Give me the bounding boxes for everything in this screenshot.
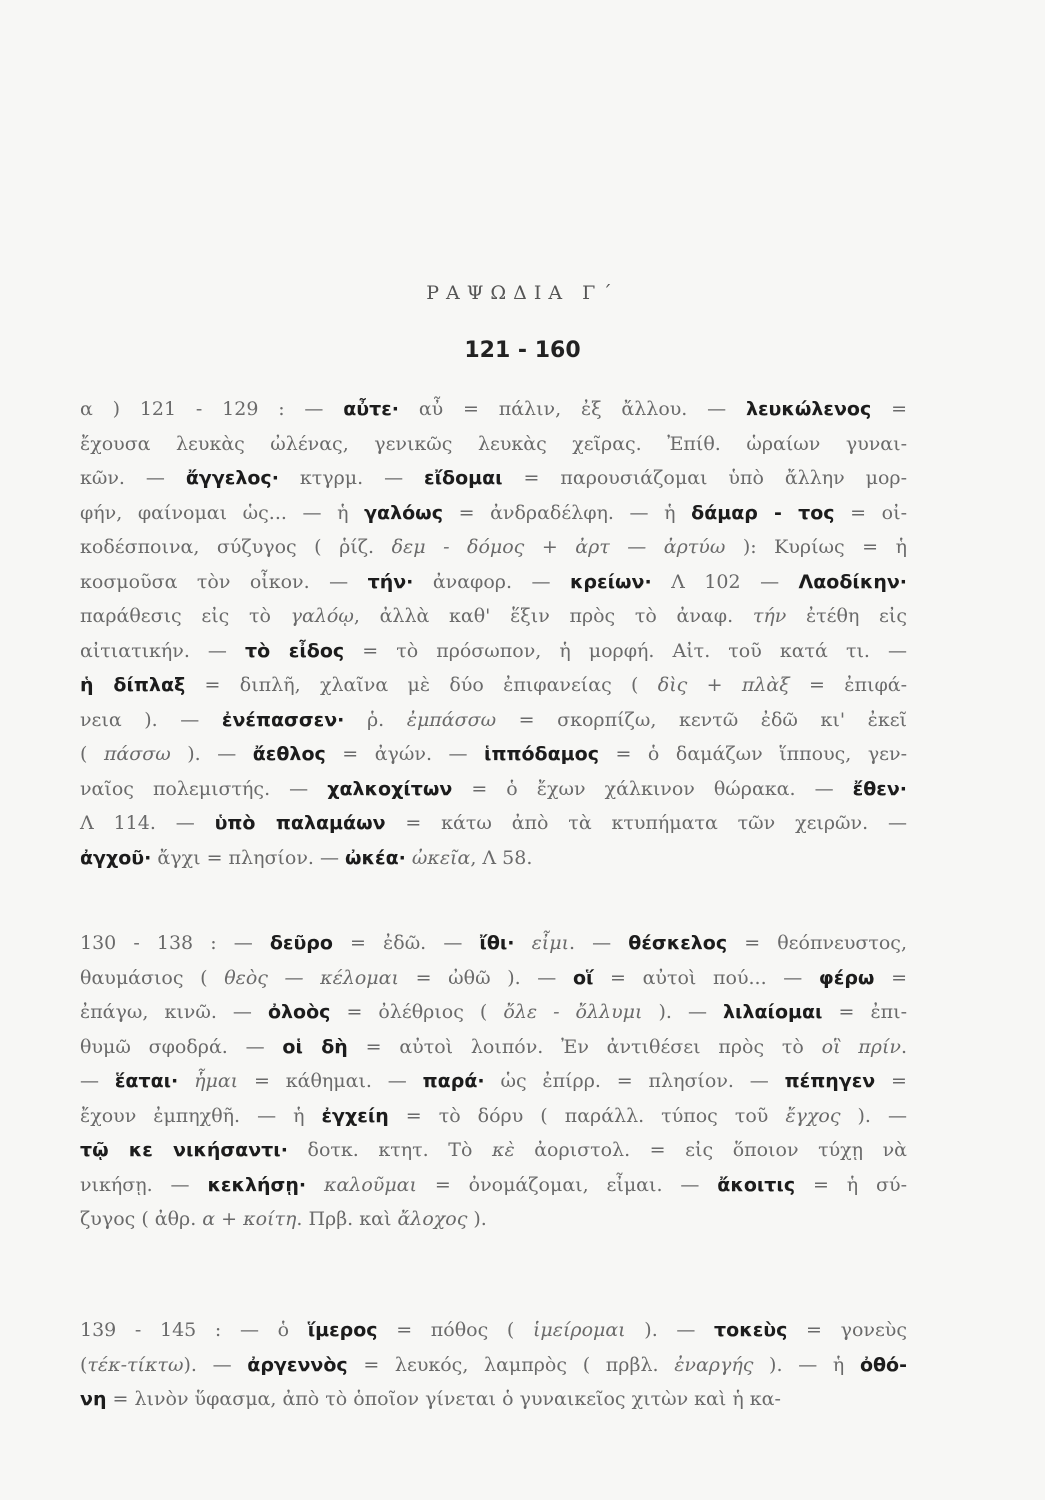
italic-term: δὶς + πλὰξ <box>657 674 790 696</box>
gloss-text: ζυγος ( ἀθρ. <box>80 1208 203 1230</box>
headword: τοκεὺς <box>714 1319 788 1341</box>
gloss-text: = <box>874 966 908 989</box>
headword: οἱ δὴ <box>282 1035 348 1058</box>
headword: πέπηγεν <box>784 1070 876 1092</box>
text-line <box>80 599 907 634</box>
gloss-text: = ἐδῶ. — <box>332 932 480 954</box>
gloss-text: ): Κυρίως = ἡ <box>725 536 907 558</box>
italic-term: εἶμι <box>531 932 570 954</box>
gloss-text: = γονεὺς <box>787 1319 908 1341</box>
headword: ἀγχοῦ· <box>80 846 152 869</box>
gloss-text: ). — ἡ <box>753 1353 860 1376</box>
headword: εἴδομαι <box>424 467 503 489</box>
gloss-text: ἐτέθη εἰς <box>786 605 907 627</box>
gloss-text: = <box>871 398 907 420</box>
gloss-text <box>306 1174 324 1196</box>
headword: ὠκέα· <box>345 846 406 869</box>
gloss-text: = ὀνομάζομαι, εἶμαι. — <box>416 1173 718 1196</box>
headword: φέρω <box>818 966 875 989</box>
italic-term: ἱμείρομαι <box>532 1319 626 1341</box>
gloss-text: ναῖος πολεμιστής. — <box>80 777 328 800</box>
gloss-text: ἀοριστολ. = εἰς ὅποιον τύχῃ νὰ <box>514 1139 907 1161</box>
headword: τήν· <box>367 570 414 593</box>
gloss-text: . — <box>569 932 629 954</box>
gloss-text: — <box>80 1070 115 1092</box>
text-line <box>80 737 907 772</box>
italic-term: ἧμαι <box>194 1070 239 1092</box>
italic-term: ἔγχος <box>785 1104 841 1127</box>
text-line <box>80 1064 907 1099</box>
gloss-text: ἔχουν ἐμπηχθῆ. — ἡ <box>80 1104 322 1127</box>
headword: ὀθό- <box>859 1353 907 1376</box>
gloss-text: θαυμάσιος ( <box>80 966 225 989</box>
gloss-text: ). <box>467 1208 487 1230</box>
gloss-text <box>178 1070 194 1092</box>
text-line <box>80 926 907 961</box>
headword: ἕαται· <box>114 1070 179 1092</box>
gloss-text: = ἀνδραδέλφη. — ἡ <box>442 501 692 524</box>
text-line <box>80 841 907 876</box>
headword: ἀργεννὸς <box>247 1353 348 1376</box>
commentary-paragraph-139-145 <box>80 1313 907 1417</box>
headword: ἴθι· <box>479 932 515 954</box>
gloss-text: νεια ). — <box>80 708 222 731</box>
headword: δάμαρ - τος <box>691 501 835 524</box>
headword: ἡ δίπλαξ <box>80 674 186 696</box>
text-line <box>80 1030 907 1065</box>
text-line <box>80 427 907 462</box>
gloss-text: = λινὸν ὕφασμα, ἀπὸ τὸ ὁποῖον γίνεται ὁ γυναικεῖος χιτὼν καὶ ἡ κα- <box>106 1388 781 1410</box>
text-line <box>80 461 907 496</box>
commentary-paragraph-130-138 <box>80 926 907 1237</box>
italic-term: ὠκεῖα <box>411 846 471 869</box>
text-line <box>80 1313 907 1348</box>
gloss-text: ). — <box>183 1353 248 1376</box>
gloss-text: ). — <box>625 1319 715 1341</box>
gloss-text: = ὠθῶ ). — <box>398 966 573 989</box>
italic-term: α + κοίτη <box>202 1208 297 1230</box>
gloss-text: παράθεσις εἰς τὸ <box>80 605 291 627</box>
gloss-text: α ) 121 - 129 : — <box>80 398 344 420</box>
text-line <box>80 1202 907 1237</box>
italic-term: τέκ-τίκτω <box>87 1353 184 1376</box>
italic-term: κὲ <box>491 1139 515 1161</box>
gloss-text: = διπλῆ, χλαῖνα μὲ δύο ἐπιφανείας ( <box>185 674 658 696</box>
text-line <box>80 1382 907 1417</box>
gloss-text: = <box>875 1070 907 1092</box>
gloss-text: 139 - 145 : — ὁ <box>80 1319 308 1341</box>
headword: χαλκοχίτων <box>327 777 453 800</box>
text-line <box>80 961 907 996</box>
headword: τὸ εἶδος <box>245 639 345 662</box>
gloss-text: , Λ 58. <box>470 846 533 869</box>
gloss-text: = ὁ δαμάζων ἵππους, γεν- <box>598 743 907 765</box>
gloss-text: κτγρμ. — <box>278 467 425 489</box>
gloss-text: ( <box>80 743 104 765</box>
text-line <box>80 703 907 738</box>
gloss-text: = ἡ σύ- <box>795 1173 907 1196</box>
gloss-text: ἔχουσα λευκὰς ὠλένας, γενικῶς λευκὰς χεῖρας. Ἐπίθ. ὡραίων γυναι- <box>80 432 907 455</box>
gloss-text: = ἐπιφά- <box>789 674 907 696</box>
gloss-text: . <box>900 1035 908 1058</box>
running-title: ΡΑΨΩΔΙΑ Γ΄ <box>426 282 619 304</box>
headword: Λαοδίκην· <box>798 570 907 593</box>
gloss-text: κοδέσποινα, σύζυγος ( ῥίζ. <box>80 536 392 558</box>
text-line <box>80 668 907 703</box>
gloss-text: = ὁ ἔχων χάλκινον θώρακα. — <box>452 777 853 800</box>
gloss-text: ἀναφορ. — <box>413 570 570 593</box>
text-line <box>80 1168 907 1203</box>
italic-term: καλοῦμαι <box>324 1173 417 1196</box>
gloss-text: ἐπάγω, κινῶ. — <box>80 1001 268 1023</box>
headword: ἄεθλος <box>252 743 326 765</box>
gloss-text: = αὐτοὶ λοιπόν. Ἐν ἀντιθέσει πρὸς τὸ <box>347 1035 822 1058</box>
commentary-paragraph-121-129 <box>80 392 907 875</box>
headword: δεῦρο <box>269 932 333 954</box>
headword: λευκώλενος <box>745 398 872 420</box>
headword: ἔθεν· <box>852 777 907 800</box>
gloss-text: ). — <box>840 1104 907 1127</box>
text-line <box>80 565 907 600</box>
headword: νη <box>80 1388 107 1410</box>
gloss-text: ). — <box>170 743 253 765</box>
text-line <box>80 392 907 427</box>
headword: ἄκοιτις <box>717 1173 796 1196</box>
headword: ἐνέπασσεν· <box>221 708 345 731</box>
gloss-text: Λ 102 — <box>651 570 799 593</box>
text-line <box>80 1133 907 1168</box>
headword: θέσκελος <box>628 932 728 954</box>
text-line <box>80 496 907 531</box>
verse-range-heading: 121 - 160 <box>464 338 581 363</box>
headword: οἵ <box>572 966 594 989</box>
gloss-text: ῥ. <box>344 708 407 731</box>
gloss-text: = λευκός, λαμπρὸς ( πρβλ. <box>347 1353 675 1376</box>
headword: τῷ κε νικήσαντι· <box>80 1139 288 1161</box>
gloss-text: = σκορπίζω, κεντῶ ἐδῶ κι' ἐκεῖ <box>496 708 907 731</box>
italic-term: ἄλοχος <box>397 1208 468 1230</box>
headword: ἐγχείη <box>321 1104 389 1127</box>
text-line <box>80 530 907 565</box>
italic-term: ἐναργής <box>674 1353 754 1376</box>
gloss-text: αὖ = πάλιν, ἐξ ἄλλου. — <box>399 398 746 420</box>
headword: κεκλήσῃ· <box>207 1173 307 1196</box>
text-line <box>80 1348 907 1383</box>
gloss-text: κῶν. — <box>80 467 186 489</box>
italic-term: γαλόῳ <box>290 605 354 627</box>
headword: ἵμερος <box>307 1319 378 1341</box>
italic-term: οἳ πρίν <box>821 1035 901 1058</box>
text-line <box>80 772 907 807</box>
italic-term: τήν <box>752 605 787 627</box>
headword: ὑπὸ παλαμάων <box>214 812 386 834</box>
gloss-text: φήν, φαίνομαι ὡς... — ἡ <box>80 501 365 524</box>
gloss-text: = οἰ- <box>834 501 907 524</box>
italic-term: δεμ - δόμος + ἀρτ — ἀρτύω <box>391 536 726 558</box>
text-line <box>80 1099 907 1134</box>
gloss-text: ὡς ἐπίρρ. = πλησίον. — <box>484 1070 785 1092</box>
gloss-text <box>515 932 532 954</box>
gloss-text: θυμῶ σφοδρά. — <box>80 1035 283 1058</box>
gloss-text: ( <box>80 1353 88 1376</box>
gloss-text: . Πρβ. καὶ <box>296 1208 398 1230</box>
italic-term: ἐμπάσσω <box>406 708 497 731</box>
gloss-text: , ἀλλὰ καθ' ἕξιν πρὸς τὸ ἀναφ. <box>353 605 753 627</box>
text-line <box>80 995 907 1030</box>
gloss-text: = θεόπνευστος, <box>727 932 907 954</box>
gloss-text: ). — <box>642 1001 724 1023</box>
italic-term: πάσσω <box>103 743 171 765</box>
gloss-text: δοτκ. κτητ. Τὸ <box>287 1139 492 1161</box>
gloss-text: = τὸ πρόσωπον, ἡ μορφή. Αἰτ. τοῦ κατά τι. — <box>344 639 907 662</box>
gloss-text: = τὸ δόρυ ( παράλλ. τύπος τοῦ <box>388 1104 786 1127</box>
headword: γαλόως <box>364 501 443 524</box>
gloss-text: νικήσῃ. — <box>80 1173 208 1196</box>
gloss-text: Λ 114. — <box>80 812 215 834</box>
italic-term: θεὸς — κέλομαι <box>224 966 399 989</box>
gloss-text: = αὐτοὶ πού... — <box>593 966 819 989</box>
gloss-text: 130 - 138 : — <box>80 932 270 954</box>
gloss-text: = παρουσιάζομαι ὑπὸ ἄλλην μορ- <box>502 467 907 489</box>
headword: αὖτε· <box>343 398 400 420</box>
headword: ἄγγελος· <box>185 467 279 489</box>
gloss-text: κοσμοῦσα τὸν οἶκον. — <box>80 570 368 593</box>
headword: λιλαίομαι <box>723 1001 823 1023</box>
gloss-text: αἰτιατικήν. — <box>80 639 245 662</box>
gloss-text: = κάθημαι. — <box>238 1070 423 1092</box>
headword: παρά· <box>422 1070 485 1092</box>
text-line <box>80 806 907 841</box>
gloss-text: = ὀλέθριος ( <box>330 1001 504 1023</box>
gloss-text: ἄγχι = πλησίον. — <box>151 846 345 869</box>
headword: ὀλοὸς <box>267 1001 331 1023</box>
headword: ἱππόδαμος <box>484 743 599 765</box>
gloss-text: = ἐπι- <box>822 1001 907 1023</box>
headword: κρείων· <box>569 570 652 593</box>
gloss-text: = πόθος ( <box>377 1319 533 1341</box>
gloss-text: = κάτω ἀπὸ τὰ κτυπήματα τῶν χειρῶν. — <box>385 812 907 834</box>
italic-term: ὄλε - ὄλλυμι <box>503 1001 643 1023</box>
text-line <box>80 634 907 669</box>
gloss-text: = ἀγών. — <box>325 743 485 765</box>
